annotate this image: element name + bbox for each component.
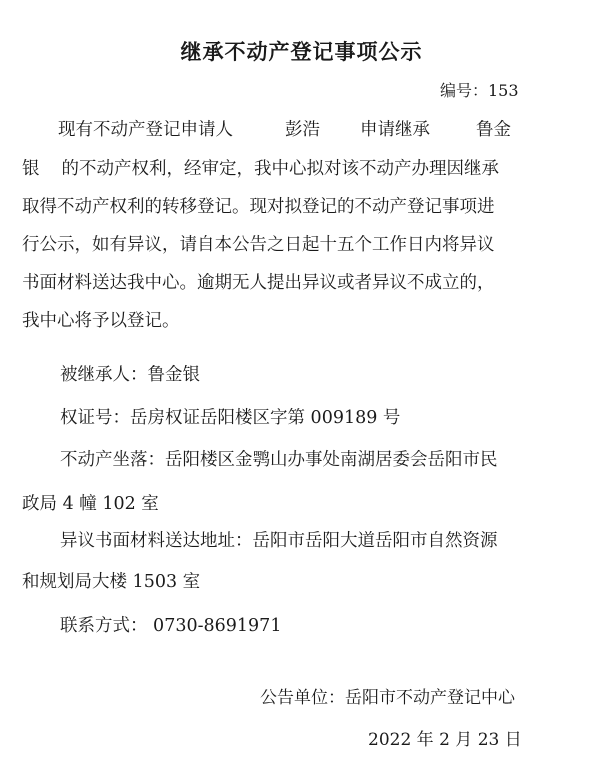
applicant-name: 彭浩 xyxy=(285,120,320,140)
location-line-1: 不动产坐落：岳阳楼区金鹗山办事处南湖居委会岳阳市民 xyxy=(60,450,498,470)
notice-title: 继承不动产登记事项公示 xyxy=(180,40,423,64)
deceased-name-part2: 银 xyxy=(22,159,40,179)
location-line-2: 政局 4 幢 102 室 xyxy=(22,494,159,514)
body-line-3: 取得不动产权利的转移登记。现对拟登记的不动产登记事项进 xyxy=(22,197,495,217)
body-line-1 xyxy=(58,122,511,140)
body-line-1-middle: 申请继承 xyxy=(360,120,430,140)
body-line-6: 我中心将予以登记。 xyxy=(22,311,180,331)
body-line-1-prefix: 现有不动产登记申请人 xyxy=(58,120,233,140)
certificate-line: 权证号：岳房权证岳阳楼区字第 009189 号 xyxy=(60,408,401,428)
objection-address-line-2: 和规划局大楼 1503 室 xyxy=(22,572,201,592)
body-line-2 xyxy=(22,161,499,179)
objection-address-line-1: 异议书面材料送达地址：岳阳市岳阳大道岳阳市自然资源 xyxy=(60,531,498,551)
serial-number: 编号：153 xyxy=(440,81,519,100)
body-line-2-rest: 的不动产权利，经审定，我中心拟对该不动产办理因继承 xyxy=(61,159,499,179)
contact-line: 联系方式： 0730-8691971 xyxy=(60,616,282,636)
issuer-line: 公告单位：岳阳市不动产登记中心 xyxy=(260,688,515,708)
deceased-name-part1: 鲁金 xyxy=(476,120,511,140)
notice-date: 2022 年 2 月 23 日 xyxy=(368,730,522,750)
heir-line: 被继承人：鲁金银 xyxy=(60,365,200,385)
body-line-4: 行公示，如有异议，请自本公告之日起十五个工作日内将异议 xyxy=(22,235,495,255)
body-line-5: 书面材料送达我中心。逾期无人提出异议或者异议不成立的， xyxy=(22,273,495,293)
